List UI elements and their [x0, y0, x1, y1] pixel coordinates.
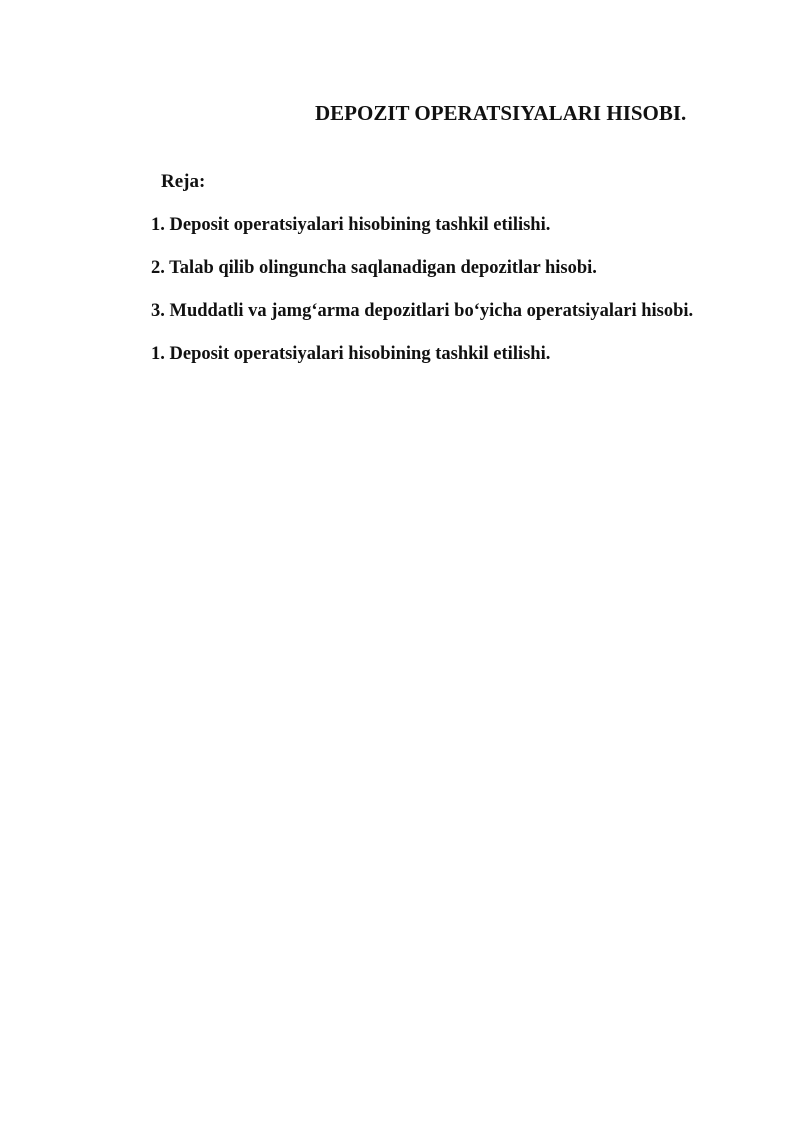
plan-heading: Reja: [161, 171, 206, 192]
plan-item-1: 1. Deposit operatsiyalari hisobining tashkil etilishi. [151, 215, 551, 235]
document-title: DEPOZIT OPERATSIYALARI HISOBI. [315, 101, 687, 125]
plan-item-2: 2. Talab qilib olinguncha saqlanadigan depozitlar hisobi. [151, 258, 597, 278]
plan-item-4: 1. Deposit operatsiyalari hisobining tashkil etilishi. [151, 344, 551, 364]
plan-item-3: 3. Muddatli va jamg‘arma depozitlari bo‘yicha operatsiyalari hisobi. [151, 301, 694, 321]
